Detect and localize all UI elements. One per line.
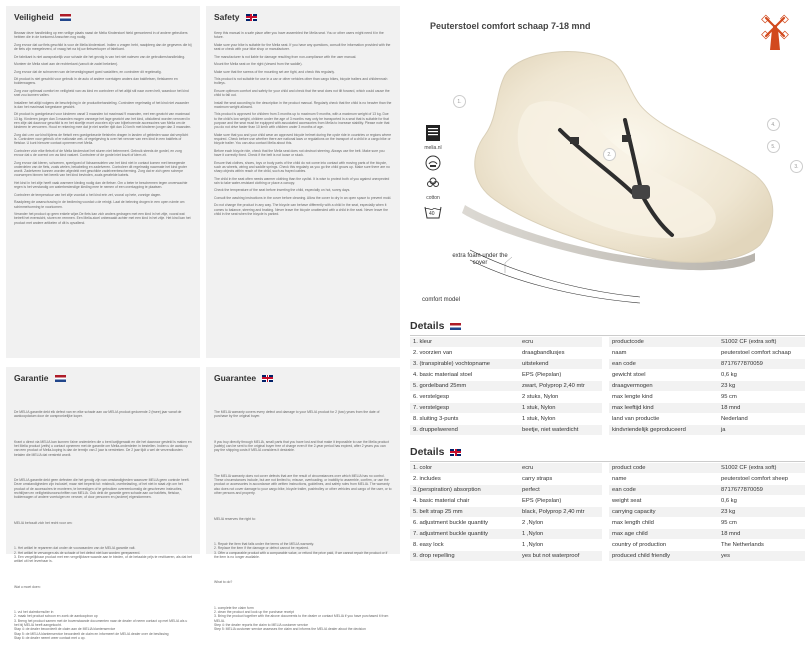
spec-label: 5. gordelband 25mm [410, 381, 510, 391]
safety-heading [214, 12, 392, 22]
details-nl-heading [410, 320, 805, 332]
dutch-flag-icon [60, 14, 71, 21]
paragraph: Install the seat according to the description in the product manual. Regularly check that the child is no heavier than the maximum weight allowed. [214, 100, 392, 109]
divider [410, 335, 805, 336]
paragraph: Het kind in het zitje heeft vaak warmere kleding nodig dan de fietser. Om u beter te beschermen tegen onverwachte regen is het verstandig om waterbestendige kleding mee te nemen of een overkapping te plaatsen. [14, 180, 188, 190]
callout-4: 4. [767, 118, 780, 131]
paragraph: This product is not suitable for use in a car or other vehicles other than cargo bikes, bicycle trailers and childrenrush trolleys. [214, 77, 388, 86]
spec-label: draagvermogen [609, 381, 709, 391]
spec-label: 9. druppelwerend [410, 425, 510, 435]
spec-value: 1 ,Nylon [510, 529, 602, 539]
spec-label: product code [609, 463, 709, 473]
veiligheid-heading [14, 12, 192, 22]
paragraph: If you buy directly through MELIA, small parts that you have lost and that make it impossible to use the Melia product (safely) can be sent to the original buyer free of charge even if the 2-year period has expired, after 2 years you can pay the shipping costs if MELIA considers it desirable. [214, 439, 389, 453]
paragraph: Zorg voor optimaal comfort en veiligheid van uw kind en controleer of het altijd stil naar voren helt, waardoor het kind snel zou kunnen vallen. [14, 88, 189, 98]
veiligheid-panel [6, 6, 200, 358]
paragraph: Zorg ervoor dat uw fiets geschikt is voor de Melia kinderstoel. Indien u vragen hebt, raadpleeg dan de gegevens die bij de fiets zijn meegeleverd, of vraag het na bij uw fietsverkoper of fabrikant. [14, 42, 192, 52]
dutch-flag-icon [450, 323, 461, 330]
paragraph: Ensure optimum comfort and safety for your child and check that the seat does not tilt forward, which could cause the child to fall out. [214, 88, 390, 98]
cotton-icon [425, 175, 441, 191]
uk-flag-icon [246, 14, 257, 21]
table-row [410, 474, 805, 485]
melia-website-label: melia.nl [424, 145, 442, 151]
paragraph: Consult the washing instructions in the cover before cleaning. Allow the cover to dry in an open space to prevent mold. [214, 195, 392, 200]
spec-value: 1 stuk, Nylon [510, 414, 602, 424]
spec-value: 1 stuk, Nylon [510, 403, 602, 413]
spec-label: ean code [609, 359, 709, 369]
paragraph: Krant u direct via MELIA kan kunnen t'aine onderdelen die u bent kwijtgeraakt en die het daarvoor gesteld is maken en het Melia product (zelfs) u contact opnemen met de garantie om Melia-onderdelen in bestellen. Indien u de aankoop van een product of Melia-koping is dan de termijn van 2 jaar is verstreken. De 2 jaar tijdt u wel de verzendkosten betalen die MELIA dat verstrekt wordt. [14, 439, 192, 457]
table-row [410, 403, 805, 414]
spec-label: country of production [609, 540, 709, 550]
paragraph: Do not change the product in any way. The bicycle can behave differently with a child in the seat, especially when it comes to balance, steering and braking. Never leave the bicycle unattended with a child in the seat. Never leave the child in the seat when the bicycle is parked. [214, 203, 388, 217]
uk-flag-icon [262, 375, 273, 382]
paragraph: Mount the Melia seat on the right (viewed from the saddle). [214, 62, 303, 67]
paragraph: De MELIA garantie dekt geen defecten die het gevolg zijn van omstandigheden waarover MELIA geen controle heeft. Deze omstandigheden zijn inclusief, maar niet beperkt tot: misbruik, overbelasting, of het niet in staat zijn om het product of de accessoires te monteren, te bevestigen of te gebruiken overeenkomstig de geschreven instructies, rechtlijnen en veiligheidsvoorschriften van MELIA. Ook dekt de garantie geen schade aan uw bakfiets, fietskar, bolderwagen of andere voertuigen en vervoer, of door personen en (andere) eigendommen. [14, 478, 190, 500]
spec-label: 4. basic material chair [410, 496, 510, 506]
spec-value: 8717677870059 [709, 359, 805, 369]
spec-label: 8. sluiting 3-punts [410, 414, 510, 424]
spec-label: carrying capacity [609, 507, 709, 517]
spec-label: 2. includes [410, 474, 510, 484]
table-row [410, 540, 805, 551]
callout-2: 2. [603, 148, 616, 161]
spec-value: 8717677870059 [709, 485, 805, 495]
spec-value: carry straps [510, 474, 602, 484]
table-row [410, 507, 805, 518]
paragraph: Zorg ervoor dat de schroeven van de bevestigingsset goed vastzitten, en controleer dit regelmatig. [14, 69, 162, 74]
spec-label: weight seat [609, 496, 709, 506]
table-row [410, 381, 805, 392]
spec-value: 23 kg [709, 507, 805, 517]
callout-1: 1. [453, 95, 466, 108]
details-nl-title: Details [410, 320, 445, 332]
paragraph: Ensure that clothes, shoes, toys or body parts of the child do not come into contact with moving parts of the bicycle, such as wheels, wiring and saddle springs. Check this regularly as you go the child grows up. Make sure there are no sharp objects within reach of the child, such as frayed cables. [214, 160, 390, 174]
garantie-panel [6, 367, 200, 640]
divider [410, 461, 805, 462]
spec-value: perfect [510, 485, 602, 495]
spec-value: S1002 CF (extra soft) [709, 337, 805, 347]
callout-5: 5. [767, 140, 780, 153]
spec-value: yes [709, 551, 805, 561]
table-row [410, 425, 805, 436]
guarantee-heading [214, 373, 392, 383]
paragraph: Dit product is goedgekeurd voor kinderen vanaf 3 maanden tot maximaal 9 maanden, met een gewicht van maximaal 13 kg. Kinderen jonger dan 3 maanden mogen vanwege het lage gewicht van het kind, uitsluitend worden vervoerd in een zitje dat daarvoor geschikt is en het stoeltje moet voorzien zijn van bijbehorende accessoires van Melia om de kinderen te vervoeren. Houd er rekening mee dat je niet sneller rijdt dan 10 km/h met kinderen jonger dan 3 maanden. [14, 112, 192, 130]
spec-label: 6. verstelgesp [410, 392, 510, 402]
wash-temperature: 40 [429, 211, 435, 217]
spec-value: black, Polyprop 2,40 mtr [510, 507, 602, 517]
paragraph: Make sure your bike is suitable for the Melia seat. If you have any questions, consult the information provided with the seat or check with your bike shop or manufacturer. [214, 42, 391, 52]
safety-title: Safety [214, 12, 240, 22]
table-row [410, 337, 805, 348]
paragraph: Zorg dat u en uw kind tijdens de fietsrit een goedgekeurde fietshelm dragen in landen of gebieden waar dat verplicht is. Controleer voor gebruik of er nationale wet- of regelgeving is over het vervoer van een kind in een bakfiets of fietskar. U kunt hierover contact opnemen met Melia. [14, 132, 189, 146]
care-icons [420, 125, 446, 219]
paragraph: Controleer de temperatuur van het zitje voordat u het kind erin zet, vooral op hete, zonnige dagen. [14, 192, 162, 197]
spec-value: 2 stuks, Nylon [510, 392, 602, 402]
paragraph: Controleer vóór elke fietsrit of de Melia kinderstoel het sturen niet belemmert. Gebruik steeds de gordel, en zorg ervoor dat u de correct om uw kind vastzet. Controleer of de gordel niet loszit of klem zit. [14, 148, 182, 158]
product-title: Peuterstoel comfort schaap 7-18 mnd [430, 21, 591, 31]
sheepskin-seat-image [410, 35, 805, 310]
paragraph: The child in the seat often needs warmer clothing than the cyclist. It is wise to protect both of you against unexpected rain to take water-resistant clothing or place a canopy. [214, 176, 390, 185]
table-row [410, 518, 805, 529]
spec-label: 3. (transpirable) vochtopname [410, 359, 510, 369]
guarantee-panel [206, 367, 400, 632]
paragraph: The manufacturer is not liable for damage resulting from non-compliance with the user manual. [214, 54, 357, 59]
veiligheid-text [14, 31, 192, 225]
spec-value: 2 ,Nylon [510, 518, 602, 528]
spec-label: land van productie [609, 414, 709, 424]
wash-40-icon [424, 205, 442, 219]
table-row [410, 551, 805, 562]
spec-label: gewicht stoel [609, 370, 709, 380]
spec-value: 23 kg [709, 381, 805, 391]
dutch-flag-icon [55, 375, 66, 382]
product-image-area [410, 35, 805, 310]
guarantee-title: Guarantee [214, 373, 257, 383]
paragraph: De MELIA garantie dekt elk defect van en elke schade aan uw MELIA product gedurende 2 (twee) jaar vanaf de aankoopdatum door de oorspronkelijke koper. [14, 410, 182, 419]
table-row [410, 485, 805, 496]
spec-value: uitstekend [510, 359, 602, 369]
spec-value: ecru [510, 463, 602, 473]
paragraph: Make sure that the screws of the mounting set are tight, and check this regularly. [214, 69, 335, 74]
paragraph: Make sure that you and your child wear an approved bicycle helmet during the cycle ride in countries or regions where required. Check before use whether there are national laws or regulations on the transport of a child in a cargo bike or bicycle trailer. You can also contact Melia about this. [214, 132, 392, 146]
paragraph: MELIA behoudt zich het recht voor om: [14, 520, 73, 525]
spec-label: max age child [609, 529, 709, 539]
model-label: comfort model [422, 297, 461, 303]
spec-value: 95 cm [709, 392, 805, 402]
spec-label: 6. adjustment buckle quantity [410, 518, 510, 528]
paragraph: Verander het product op geen enkele wijze.De fiets kan zich anders gedragen met een kind in het zitje, vooral wat betreft het evenwicht, sturen en remmen. Een Melia-stoel onbewaakt achter met een kind in het zitje. Het kind kan het product met andere artikelen of dit is opvallend. [14, 212, 191, 225]
paragraph: Bewaar deze handleiding op een veilige plaats naast de Melia Kinderstoel hield gemonteerd in of andere gebruikers hebben die in de toekomst Ansschen nog nodig. [14, 31, 188, 40]
table-row [410, 463, 805, 474]
paragraph: The MELIA warranty does not cover defects that are the result of circumstances over which MELIA has no control. These circumstances include, but are not limited to, misuse, overloading, or inability to assemble, confirm, or use the product or accessories in accordance with written instructions, guidelines, and safety rules from MELIA. The warranty also does not cover damage to your cargo bike, bicycle trailer, pushtrolley or other vehicles and cargo of the user, or to other persons and property. [214, 473, 392, 496]
paragraph: 1. Repair the item that falls under the terms of the MELIA warranty. 2. Replace the item if the damage or defect cannot be repaired. 3. Offer a comparable product with a comparable value, or refund the price paid, if we cannot repair the product or if the item is no longer available. [214, 542, 388, 559]
spec-label: produced child friendly [609, 551, 709, 561]
spec-label: ean code [609, 485, 709, 495]
garantie-heading [14, 373, 192, 383]
uk-flag-icon [450, 449, 461, 456]
table-row [410, 348, 805, 359]
spec-label: 2. voorzien van [410, 348, 510, 358]
safety-panel [206, 6, 400, 358]
spec-value: 18 mnd [709, 403, 805, 413]
spec-value: 0,6 kg [709, 496, 805, 506]
paragraph: Before each bicycle ride, check that the Melia seat does not obstruct steering. Always use the belt. Make sure you have it correctly fixed. Check if the belt is not loose or stuck. [214, 148, 385, 158]
spec-value: 95 cm [709, 518, 805, 528]
spec-label: max leeftijd kind [609, 403, 709, 413]
spec-value: EPS (Piepslan) [510, 370, 602, 380]
paragraph: Keep this manual in a safe place after you have assembled the Melia seat. You or other users might need it in the future. [214, 31, 384, 40]
spec-value: 1 ,Nylon [510, 540, 602, 550]
paragraph: 1. vul het claimformulier in 2. maak het product schoon en zoek de aankoopbon op 3. Breng het product samen met de bovenstaande documenten naar de dealer of neem contact op met MELIA als u het bij MELIA heeft aangekocht. Stap 4: de dealer beoordeelt de claim aan de MELIA klantenservice Stap 5: de MELIA klantenservice beoordeelt de claim en informeert de MELIA dealer over de beslissing Stap 6: de dealer neemt weer contact met u op. [14, 610, 188, 640]
spec-value: ja [709, 425, 805, 435]
paragraph: Check the temperature of the seat before inserting the child, especially on hot, sunny days. [214, 188, 351, 193]
spec-label: 3.(perspiration) absorption [410, 485, 510, 495]
details-en-title: Details [410, 446, 445, 458]
spec-label: 8. easy lock [410, 540, 510, 550]
spec-label: naam [609, 348, 709, 358]
spec-value: ecru [510, 337, 602, 347]
paragraph: Raadpleeg de waarschuwing in de bediening voordat u de reinigt. Laat de beleving drogen in een open ruimte om schimmelvorming te voorkomen. [14, 200, 185, 209]
paragraph: 1. Het artikel te repareren dat onder de voorwaarden van de MELIA garantie valt. 2. Het artikel te vervangen als de schade of het defect niet kan worden gerepareerd. 3. Een vergelijkbaar product met een vergelijkbare waarde aan te bieden, of de betaalde prijs te restitueren, als dat het artikel uit het leverbaar is. [14, 546, 192, 564]
spec-value: Nederland [709, 414, 805, 424]
table-row [410, 370, 805, 381]
spec-label: max lengte kind [609, 392, 709, 402]
paragraph: Monteer de Melia stoel aan de rechterkant (vanuit de zadel bekeken). [14, 62, 119, 67]
spec-label: 7. verstelgesp [410, 403, 510, 413]
paragraph: This product is approved for children from 3 months up to maximum 9 months, with a maximum weight of 13 kg. Due to the child's low weight, children under the age of 3 months may only be transported in a seat that is suitable for that purpose and the seat must be equipped with associated accessories from Melia to increase stability. Please note that you do not drive faster than 10 km/h with children under 3 months of age. [214, 112, 390, 130]
spec-label: 5. belt strap 25 mm [410, 507, 510, 517]
spec-value: S1002 CF (extra soft) [709, 463, 805, 473]
spec-value: zwart, Polyprop 2,40 mtr [510, 381, 602, 391]
paragraph: The MELIA warranty covers every defect and damage to your MELIA product for 2 (two) years from the date of purchase by the original buyer. [214, 410, 380, 419]
details-en-heading [410, 446, 805, 458]
hand-wash-icon [425, 155, 441, 171]
spec-label: 9. drop repelling [410, 551, 510, 561]
spec-label: 1. kleur [410, 337, 510, 347]
table-row [410, 414, 805, 425]
table-row [410, 392, 805, 403]
safety-text [214, 31, 392, 216]
spec-value: The Netherlands [709, 540, 805, 550]
paragraph: MELIA reserves the right to: [214, 516, 256, 521]
paragraph: De fabrikant is niet aansprakelijk voor schade die het gevolg is van het niet naleven van de gebruikershandleiding. [14, 54, 186, 59]
spec-label: kindvriendelijk geproduceerd [609, 425, 709, 435]
spec-label: max length child [609, 518, 709, 528]
spec-value: 0,6 kg [709, 370, 805, 380]
guarantee-text [214, 392, 392, 653]
melia-badge-icon [426, 125, 440, 141]
spec-value: 18 mnd [709, 529, 805, 539]
spec-label: 4. basic materiaal stoel [410, 370, 510, 380]
callout-3: 3. [790, 160, 803, 173]
cotton-label: cotton [426, 195, 440, 201]
spec-label: name [609, 474, 709, 484]
spec-label: productcode [609, 337, 709, 347]
spec-value: beetje, niet waterdicht [510, 425, 602, 435]
spec-value: peuterstoel comfort schaap [709, 348, 805, 358]
details-en [410, 446, 805, 562]
paragraph: Wat u moet doen: [14, 584, 41, 589]
spec-value: draagbandlusjes [510, 348, 602, 358]
spec-value: EPS (Piepslan) [510, 496, 602, 506]
annotation-foam: extra foam under the cover [452, 253, 508, 266]
spec-label: 1. color [410, 463, 510, 473]
paragraph: Zorg ervoor dat kleren, schoenen, speelgoed of lichaamsdelen van het kind niet in contact komen met bewegende onderdelen van de fiets, zoals wielen, bekabeling en zadelveren. Controleer dit regelmatig naarmate het kind groter wordt. Zadelveren kunnen worden afgedekt met geschikte zadelveerbescherming. Zorg dat er zich geen scherpe voorwerpen binnen het bereik van het kind bevinden, zoals gerafelde kabels. [14, 160, 188, 178]
paragraph: 1. complete the claim form 2. clean the product and look up the purchase receipt 3. Bring the product together with the above documents to the dealer or contact MELIA if you have purchased it from MELIA. Step 4: the dealer reports the claim to MELIA customer service Step 5: MELIA customer service assesses the claim and informs the MELIA dealer about the decision [214, 605, 389, 632]
paragraph: What to do? [214, 580, 233, 585]
spec-value: yes but not waterproof [510, 551, 602, 561]
veiligheid-title: Veiligheid [14, 12, 54, 22]
paragraph: Installeer het altijd volgens de beschrijving in de productbehandeling. Controleer regelmatig of het kind niet zwaarder is dan het maximaal toegestane gewicht. [14, 100, 189, 109]
garantie-text [14, 392, 192, 661]
spec-value: peuterstoel comfort sheep [709, 474, 805, 484]
paragraph: Dit product is niet geschikt voor gebruik in de auto of andere voertuigen anders dan bakfietsen, fietskarren en bolderwagens. [14, 77, 178, 86]
details-nl [410, 320, 805, 436]
table-row [410, 359, 805, 370]
table-row [410, 529, 805, 540]
table-row [410, 496, 805, 507]
spec-label: 7. adjustment buckle quantity [410, 529, 510, 539]
garantie-title: Garantie [14, 373, 49, 383]
